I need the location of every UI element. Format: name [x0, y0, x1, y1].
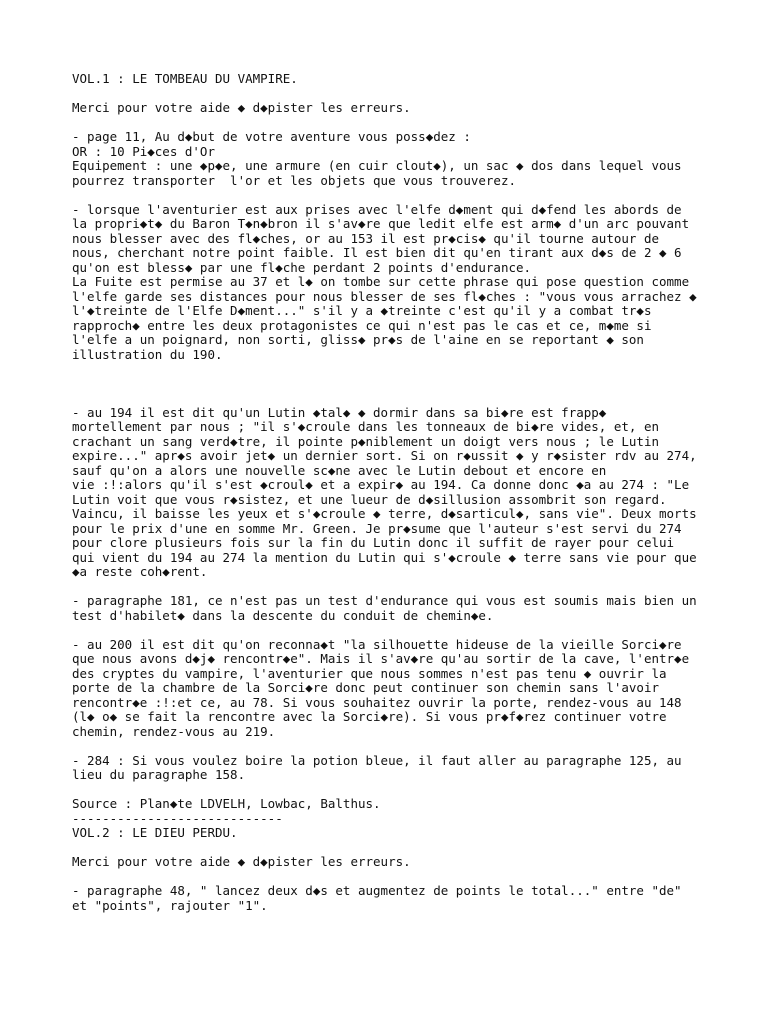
- text-line: - paragraphe 48, " lancez deux d◆s et augmentez de points le total..." entre "de": [72, 883, 682, 898]
- text-line: l'elfe a un poignard, non sorti, gliss◆ pr◆s de l'aine en se reportant ◆ son: [72, 332, 644, 347]
- text-line: Vaincu, il baisse les yeux et s'◆croule ◆ terre, d◆sarticul◆, sans vie". Deux morts: [72, 506, 697, 521]
- document-body: [72, 72, 732, 928]
- text-line: la propri◆t◆ du Baron T◆n◆bron il s'av◆re que ledit elfe est arm◆ d'un arc pouvant: [72, 216, 690, 231]
- text-line: - au 194 il est dit qu'un Lutin ◆tal◆ ◆ dormir dans sa bi◆re est frapp◆: [72, 404, 607, 420]
- text-line: l'elfe garde ses distances pour nous blesser de ses fl◆ches : "vous vous arrachez ◆: [72, 288, 697, 304]
- text-line: - page 11, Au d◆but de votre aventure vous poss◆dez :: [72, 129, 471, 144]
- paragraph-vol1-source: [72, 797, 732, 841]
- text-line: ----------------------------: [72, 810, 283, 826]
- text-line: rapproch◆ entre les deux protagonistes ce qui n'est pas le cas et ce, m◆me si: [72, 317, 652, 333]
- text-line: - au 200 il est dit qu'on reconna◆t "la silhouette hideuse de la vieille Sorci◆re: [72, 636, 682, 652]
- paragraph-vol1-elfe: [72, 203, 732, 363]
- text-line: La Fuite est permise au 37 et l◆ on tombe sur cette phrase qui pose question comme: [72, 274, 690, 289]
- paragraph-vol1-thanks: [72, 101, 732, 116]
- text-line: qui vient du 194 au 274 la mention du Lutin qui s'◆croule ◆ terre sans vie pour que: [72, 549, 697, 565]
- paragraph-vol1-181: [72, 594, 732, 623]
- text-line: que nous avons d◆j◆ rencontr◆e". Mais il s'av◆re qu'au sortir de la cave, l'entr◆e: [72, 651, 690, 666]
- text-line: - 284 : Si vous voulez boire la potion bleue, il faut aller au paragraphe 125, au: [72, 752, 682, 768]
- text-line: pourrez transporter l'or et les objets que vous trouverez.: [72, 172, 517, 188]
- text-line: chemin, rendez-vous au 219.: [72, 723, 276, 739]
- text-line: porte de la chambre de la Sorci◆re donc peut continuer son chemin sans l'avoir: [72, 680, 659, 695]
- text-line: - lorsque l'aventurier est aux prises avec l'elfe d◆ment qui d◆fend les abords de: [72, 201, 682, 217]
- paragraph-vol2-48: [72, 884, 732, 913]
- text-line: Equipement : une ◆p◆e, une armure (en cuir clout◆), un sac ◆ dos dans lequel vous: [72, 158, 682, 173]
- text-line: Merci pour votre aide ◆ d◆pister les erreurs.: [72, 854, 411, 869]
- paragraph-vol1-title: [72, 72, 732, 87]
- paragraph-vol1-lutin: [72, 406, 732, 580]
- text-line: rencontr◆e :!:et ce, au 78. Si vous souhaitez ouvrir la porte, rendez-vous au 148: [72, 694, 682, 710]
- text-line: - paragraphe 181, ce n'est pas un test d'endurance qui vous est soumis mais bien un: [72, 593, 697, 608]
- text-line: Merci pour votre aide ◆ d◆pister les erreurs.: [72, 100, 411, 115]
- text-line: (l◆ o◆ se fait la rencontre avec la Sorci◆re). Si vous pr◆f◆rez continuer votre: [72, 709, 667, 724]
- text-line: Lutin voit que vous r◆sistez, et une lueur de d◆sillusion assombrit son regard.: [72, 491, 667, 507]
- text-line: lieu du paragraphe 158.: [72, 767, 246, 782]
- text-line: nous blesser avec des fl◆ches, or au 153 il est pr◆cis◆ qu'il tourne autour de: [72, 230, 659, 246]
- text-line: illustration du 190.: [72, 346, 223, 362]
- text-line: VOL.2 : LE DIEU PERDU.: [72, 825, 238, 840]
- text-line: sauf qu'on a alors une nouvelle sc◆ne avec le Lutin debout et encore en: [72, 462, 607, 478]
- text-line: des cryptes du vampire, l'aventurier que nous sommes n'est pas tenu ◆ ouvrir la: [72, 665, 667, 681]
- text-line: VOL.1 : LE TOMBEAU DU VAMPIRE.: [72, 71, 298, 86]
- text-line: qu'on est bless◆ par une fl◆che perdant 2 points d'endurance.: [72, 259, 532, 275]
- text-line: et "points", rajouter "1".: [72, 897, 268, 913]
- text-line: pour le prix d'une en somme Mr. Green. Je pr◆sume que l'auteur s'est servi du 274: [72, 520, 682, 536]
- text-line: crachant un sang verd◆tre, il pointe p◆niblement un doigt vers nous ; le Lutin: [72, 433, 659, 449]
- text-line: pour clore plusieurs fois sur la fin du Lutin donc il suffit de rayer pour celui: [72, 535, 675, 550]
- paragraph-vol1-p11: [72, 130, 732, 188]
- text-line: test d'habilet◆ dans la descente du conduit de chemin◆e.: [72, 607, 494, 623]
- text-line: l'◆treinte de l'Elfe D◆ment..." s'il y a ◆treinte c'est qu'il y a combat tr◆s: [72, 303, 652, 318]
- text-line: mortellement par nous ; "il s'◆croule dans les tonneaux de bi◆re vides, et, en: [72, 419, 659, 434]
- paragraph-vol1-284: [72, 754, 732, 783]
- paragraph-vol2-thanks: [72, 855, 732, 870]
- text-line: nous, cherchant notre point faible. Il est bien dit qu'en tirant aux d◆s de 2 ◆ 6: [72, 245, 682, 260]
- text-line: Source : Plan◆te LDVELH, Lowbac, Balthus.: [72, 796, 381, 811]
- paragraph-vol1-200: [72, 638, 732, 740]
- text-line: ◆a reste coh◆rent.: [72, 564, 208, 579]
- text-line: OR : 10 Pi◆ces d'Or: [72, 143, 215, 159]
- text-line: expire..." apr◆s avoir jet◆ un dernier sort. Si on r◆ussit ◆ y r◆sister rdv au 274,: [72, 448, 697, 463]
- text-line: vie :!:alors qu'il s'est ◆croul◆ et a expir◆ au 194. Ca donne donc ◆a au 274 : "Le: [72, 477, 690, 492]
